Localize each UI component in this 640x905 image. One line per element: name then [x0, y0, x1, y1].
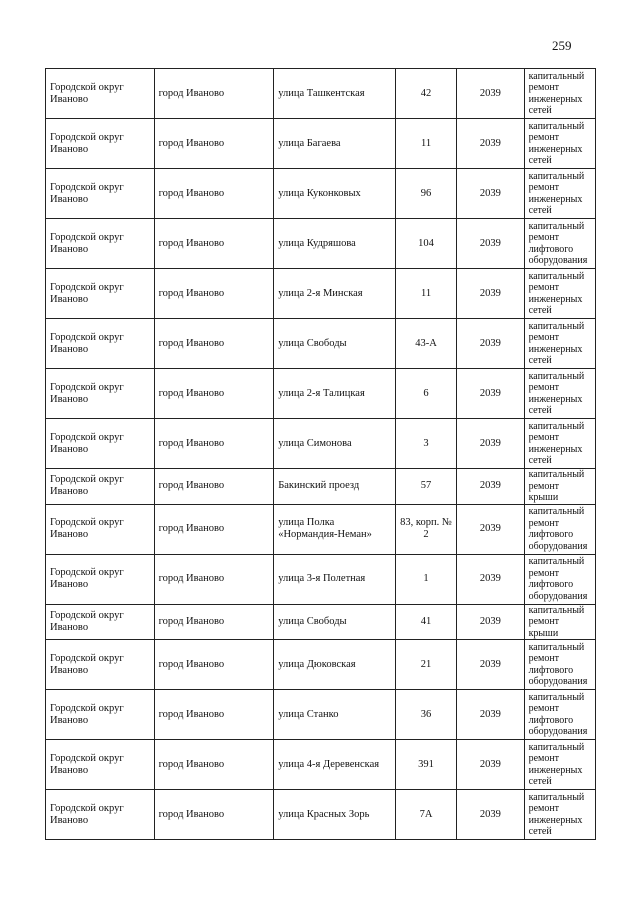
table-row [46, 69, 596, 119]
city-cell: город Иваново [154, 319, 274, 369]
okrug-cell: Городской округ Иваново [46, 269, 155, 319]
year-cell: 2039 [457, 469, 524, 505]
house-cell: 42 [395, 69, 456, 119]
work-cell: капитальный ремонт лифтового оборудования [524, 640, 595, 690]
okrug-cell: Городской округ Иваново [46, 369, 155, 419]
year-cell: 2039 [457, 369, 524, 419]
city-cell: город Иваново [154, 504, 274, 554]
table-row [46, 319, 596, 369]
table-row [46, 504, 596, 554]
work-cell: капитальный ремонт лифтового оборудования [524, 554, 595, 604]
street-cell: улица Полка «Нормандия-Неман» [274, 504, 396, 554]
work-cell: капитальный ремонт инженерных сетей [524, 119, 595, 169]
okrug-cell: Городской округ Иваново [46, 119, 155, 169]
year-cell: 2039 [457, 69, 524, 119]
work-cell: капитальный ремонт инженерных сетей [524, 69, 595, 119]
house-cell: 11 [395, 119, 456, 169]
work-cell: капитальный ремонт инженерных сетей [524, 169, 595, 219]
okrug-cell: Городской округ Иваново [46, 419, 155, 469]
okrug-cell: Городской округ Иваново [46, 740, 155, 790]
table-row [46, 640, 596, 690]
year-cell: 2039 [457, 419, 524, 469]
city-cell: город Иваново [154, 69, 274, 119]
work-cell: капитальный ремонт инженерных сетей [524, 269, 595, 319]
street-cell: Бакинский проезд [274, 469, 396, 505]
year-cell: 2039 [457, 219, 524, 269]
okrug-cell: Городской округ Иваново [46, 469, 155, 505]
okrug-cell: Городской округ Иваново [46, 604, 155, 640]
page-number: 259 [552, 38, 572, 53]
year-cell: 2039 [457, 269, 524, 319]
year-cell: 2039 [457, 504, 524, 554]
city-cell: город Иваново [154, 554, 274, 604]
work-cell: капитальный ремонт инженерных сетей [524, 319, 595, 369]
house-cell: 104 [395, 219, 456, 269]
city-cell: город Иваново [154, 690, 274, 740]
okrug-cell: Городской округ Иваново [46, 504, 155, 554]
year-cell: 2039 [457, 604, 524, 640]
street-cell: улица Свободы [274, 604, 396, 640]
street-cell: улица Куконковых [274, 169, 396, 219]
table-row [46, 119, 596, 169]
table-row [46, 554, 596, 604]
table-row [46, 469, 596, 505]
street-cell: улица 3-я Полетная [274, 554, 396, 604]
street-cell: улица Красных Зорь [274, 790, 396, 840]
year-cell: 2039 [457, 640, 524, 690]
work-cell: капитальный ремонт инженерных сетей [524, 740, 595, 790]
okrug-cell: Городской округ Иваново [46, 554, 155, 604]
table-row [46, 269, 596, 319]
city-cell: город Иваново [154, 740, 274, 790]
okrug-cell: Городской округ Иваново [46, 319, 155, 369]
year-cell: 2039 [457, 690, 524, 740]
okrug-cell: Городской округ Иваново [46, 219, 155, 269]
street-cell: улица Багаева [274, 119, 396, 169]
okrug-cell: Городской округ Иваново [46, 790, 155, 840]
street-cell: улица 4-я Деревенская [274, 740, 396, 790]
city-cell: город Иваново [154, 790, 274, 840]
street-cell: улица 2-я Минская [274, 269, 396, 319]
house-cell: 36 [395, 690, 456, 740]
table-row [46, 790, 596, 840]
work-cell: капитальный ремонт крыши [524, 469, 595, 505]
year-cell: 2039 [457, 740, 524, 790]
street-cell: улица Ташкентская [274, 69, 396, 119]
street-cell: улица Кудряшова [274, 219, 396, 269]
city-cell: город Иваново [154, 604, 274, 640]
table-row [46, 740, 596, 790]
house-cell: 21 [395, 640, 456, 690]
city-cell: город Иваново [154, 269, 274, 319]
house-cell: 3 [395, 419, 456, 469]
year-cell: 2039 [457, 319, 524, 369]
house-cell: 6 [395, 369, 456, 419]
housing-repair-table [45, 68, 596, 840]
city-cell: город Иваново [154, 469, 274, 505]
table-row [46, 219, 596, 269]
table-row [46, 690, 596, 740]
house-cell: 43-А [395, 319, 456, 369]
work-cell: капитальный ремонт инженерных сетей [524, 790, 595, 840]
okrug-cell: Городской округ Иваново [46, 640, 155, 690]
okrug-cell: Городской округ Иваново [46, 69, 155, 119]
city-cell: город Иваново [154, 419, 274, 469]
work-cell: капитальный ремонт крыши [524, 604, 595, 640]
city-cell: город Иваново [154, 369, 274, 419]
work-cell: капитальный ремонт инженерных сетей [524, 369, 595, 419]
city-cell: город Иваново [154, 219, 274, 269]
year-cell: 2039 [457, 169, 524, 219]
street-cell: улица 2-я Талицкая [274, 369, 396, 419]
work-cell: капитальный ремонт лифтового оборудования [524, 504, 595, 554]
year-cell: 2039 [457, 119, 524, 169]
table-row [46, 369, 596, 419]
house-cell: 1 [395, 554, 456, 604]
street-cell: улица Станко [274, 690, 396, 740]
work-cell: капитальный ремонт лифтового оборудования [524, 219, 595, 269]
house-cell: 41 [395, 604, 456, 640]
okrug-cell: Городской округ Иваново [46, 690, 155, 740]
street-cell: улица Симонова [274, 419, 396, 469]
street-cell: улица Свободы [274, 319, 396, 369]
table-body [46, 69, 596, 840]
work-cell: капитальный ремонт лифтового оборудования [524, 690, 595, 740]
house-cell: 11 [395, 269, 456, 319]
house-cell: 57 [395, 469, 456, 505]
street-cell: улица Дюковская [274, 640, 396, 690]
year-cell: 2039 [457, 790, 524, 840]
okrug-cell: Городской округ Иваново [46, 169, 155, 219]
work-cell: капитальный ремонт инженерных сетей [524, 419, 595, 469]
table-row [46, 419, 596, 469]
year-cell: 2039 [457, 554, 524, 604]
city-cell: город Иваново [154, 119, 274, 169]
house-cell: 83, корп. № 2 [395, 504, 456, 554]
house-cell: 96 [395, 169, 456, 219]
table-row [46, 604, 596, 640]
house-cell: 7А [395, 790, 456, 840]
city-cell: город Иваново [154, 169, 274, 219]
table-row [46, 169, 596, 219]
house-cell: 391 [395, 740, 456, 790]
city-cell: город Иваново [154, 640, 274, 690]
